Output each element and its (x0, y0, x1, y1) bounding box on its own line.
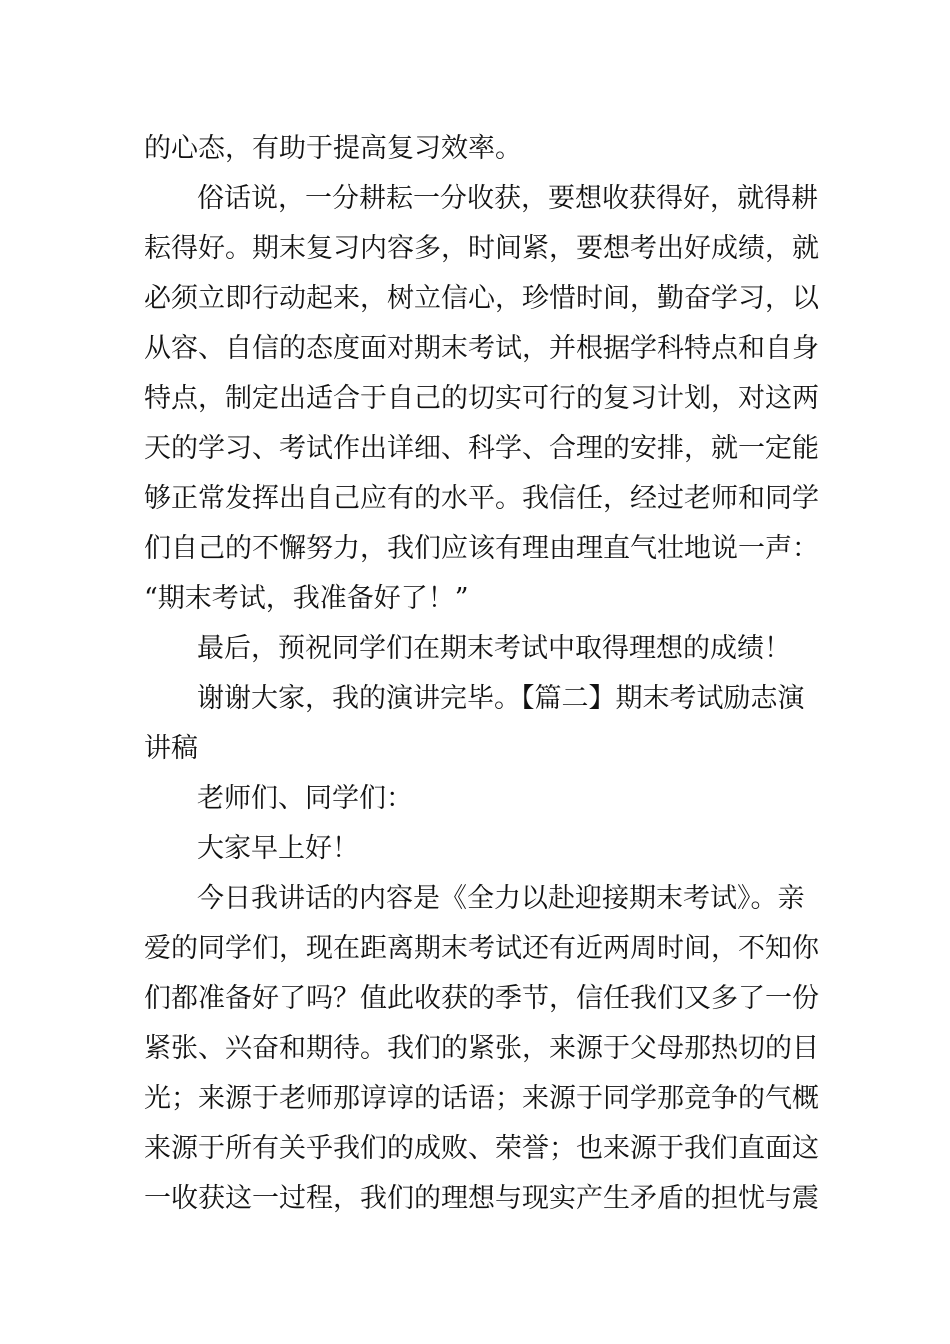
text-line: 特点，制定出适合于自己的切实可行的复习计划，对这两 (144, 383, 819, 414)
text-line: 耘得好。期末复习内容多，时间紧，要想考出好成绩，就 (144, 233, 819, 264)
text-line: 一收获这一过程，我们的理想与现实产生矛盾的担忧与震 (144, 1183, 819, 1214)
text-line: 爱的同学们，现在距离期末考试还有近两周时间，不知你 (144, 933, 819, 964)
text-line: 紧张、兴奋和期待。我们的紧张，来源于父母那热切的目 (144, 1033, 819, 1064)
text-line: 从容、自信的态度面对期末考试，并根据学科特点和自身 (144, 333, 819, 364)
paragraph-line: 最后，预祝同学们在期末考试中取得理想的成绩！ (197, 633, 791, 664)
paragraph-line: 老师们、同学们： (197, 783, 413, 814)
paragraph-line: 谢谢大家，我的演讲完毕。【篇二】期末考试励志演 (197, 683, 805, 714)
text-line: 讲稿 (144, 733, 198, 764)
text-line: 的心态，有助于提高复习效率。 (144, 133, 522, 164)
text-line: 光；来源于老师那谆谆的话语；来源于同学那竞争的气概 (144, 1083, 819, 1114)
text-line: 来源于所有关乎我们的成败、荣誉；也来源于我们直面这 (144, 1133, 819, 1164)
paragraph-line: 大家早上好！ (197, 833, 359, 864)
text-line: “期末考试，我准备好了！” (144, 583, 469, 614)
text-line: 们都准备好了吗？值此收获的季节，信任我们又多了一份 (144, 983, 819, 1014)
text-line: 天的学习、考试作出详细、科学、合理的安排，就一定能 (144, 433, 819, 464)
text-line: 够正常发挥出自己应有的水平。我信任，经过老师和同学 (144, 483, 819, 514)
text-line: 必须立即行动起来，树立信心，珍惜时间，勤奋学习，以 (144, 283, 819, 314)
text-line: 们自己的不懈努力，我们应该有理由理直气壮地说一声： (144, 533, 819, 564)
paragraph-line: 今日我讲话的内容是《全力以赴迎接期末考试》。亲 (197, 883, 805, 914)
paragraph-line: 俗话说，一分耕耘一分收获，要想收获得好，就得耕 (197, 183, 818, 214)
